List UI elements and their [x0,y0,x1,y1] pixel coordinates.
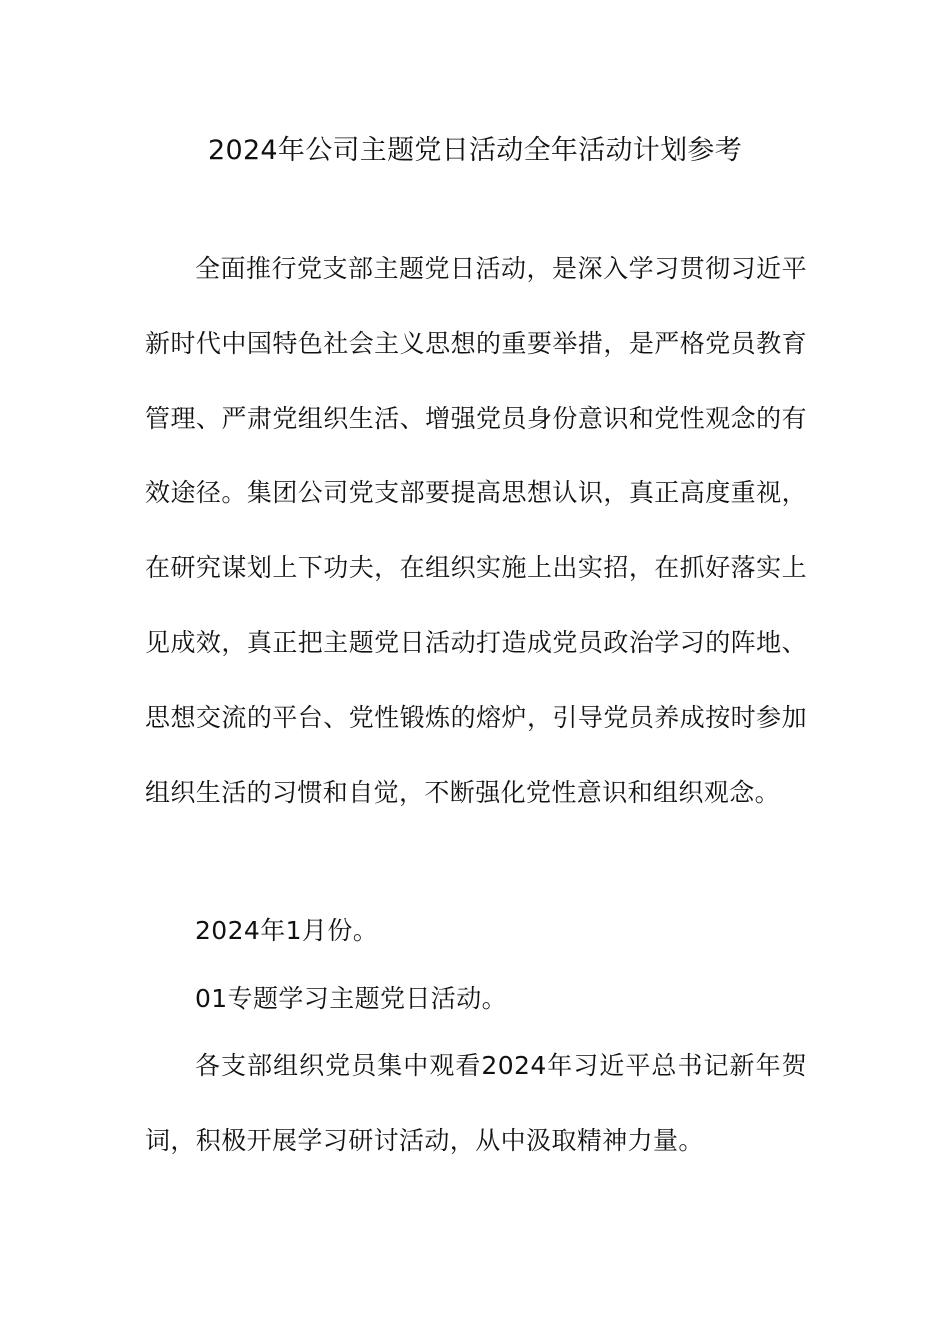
activity-description: 各支部组织党员集中观看2024年习近平总书记新年贺词，积极开展学习研讨活动，从中汲取精神力量。 [145,1051,807,1155]
intro-paragraph: 全面推行党支部主题党日活动，是深入学习贯彻习近平新时代中国特色社会主义思想的重要举措，是严格党员教育管理、严肃党组织生活、增强党员身份意识和党性观念的有效途径。集团公司党支部要提高思想认识，真正高度重视，在研究谋划上下功夫，在组织实施上出实招，在抓好落实上见成效，真正把主题党日活动打造成党员政治学习的阵地、思想交流的平台、党性锻炼的熔炉，引导党员养成按时参加组织生活的习惯和自觉，不断强化党性意识和组织观念。 [145,254,807,807]
month-heading: 2024年1月份。 [195,916,379,945]
activity-heading: 01专题学习主题党日活动。 [195,984,508,1013]
document-title: 2024年公司主题党日活动全年活动计划参考 [207,135,742,166]
